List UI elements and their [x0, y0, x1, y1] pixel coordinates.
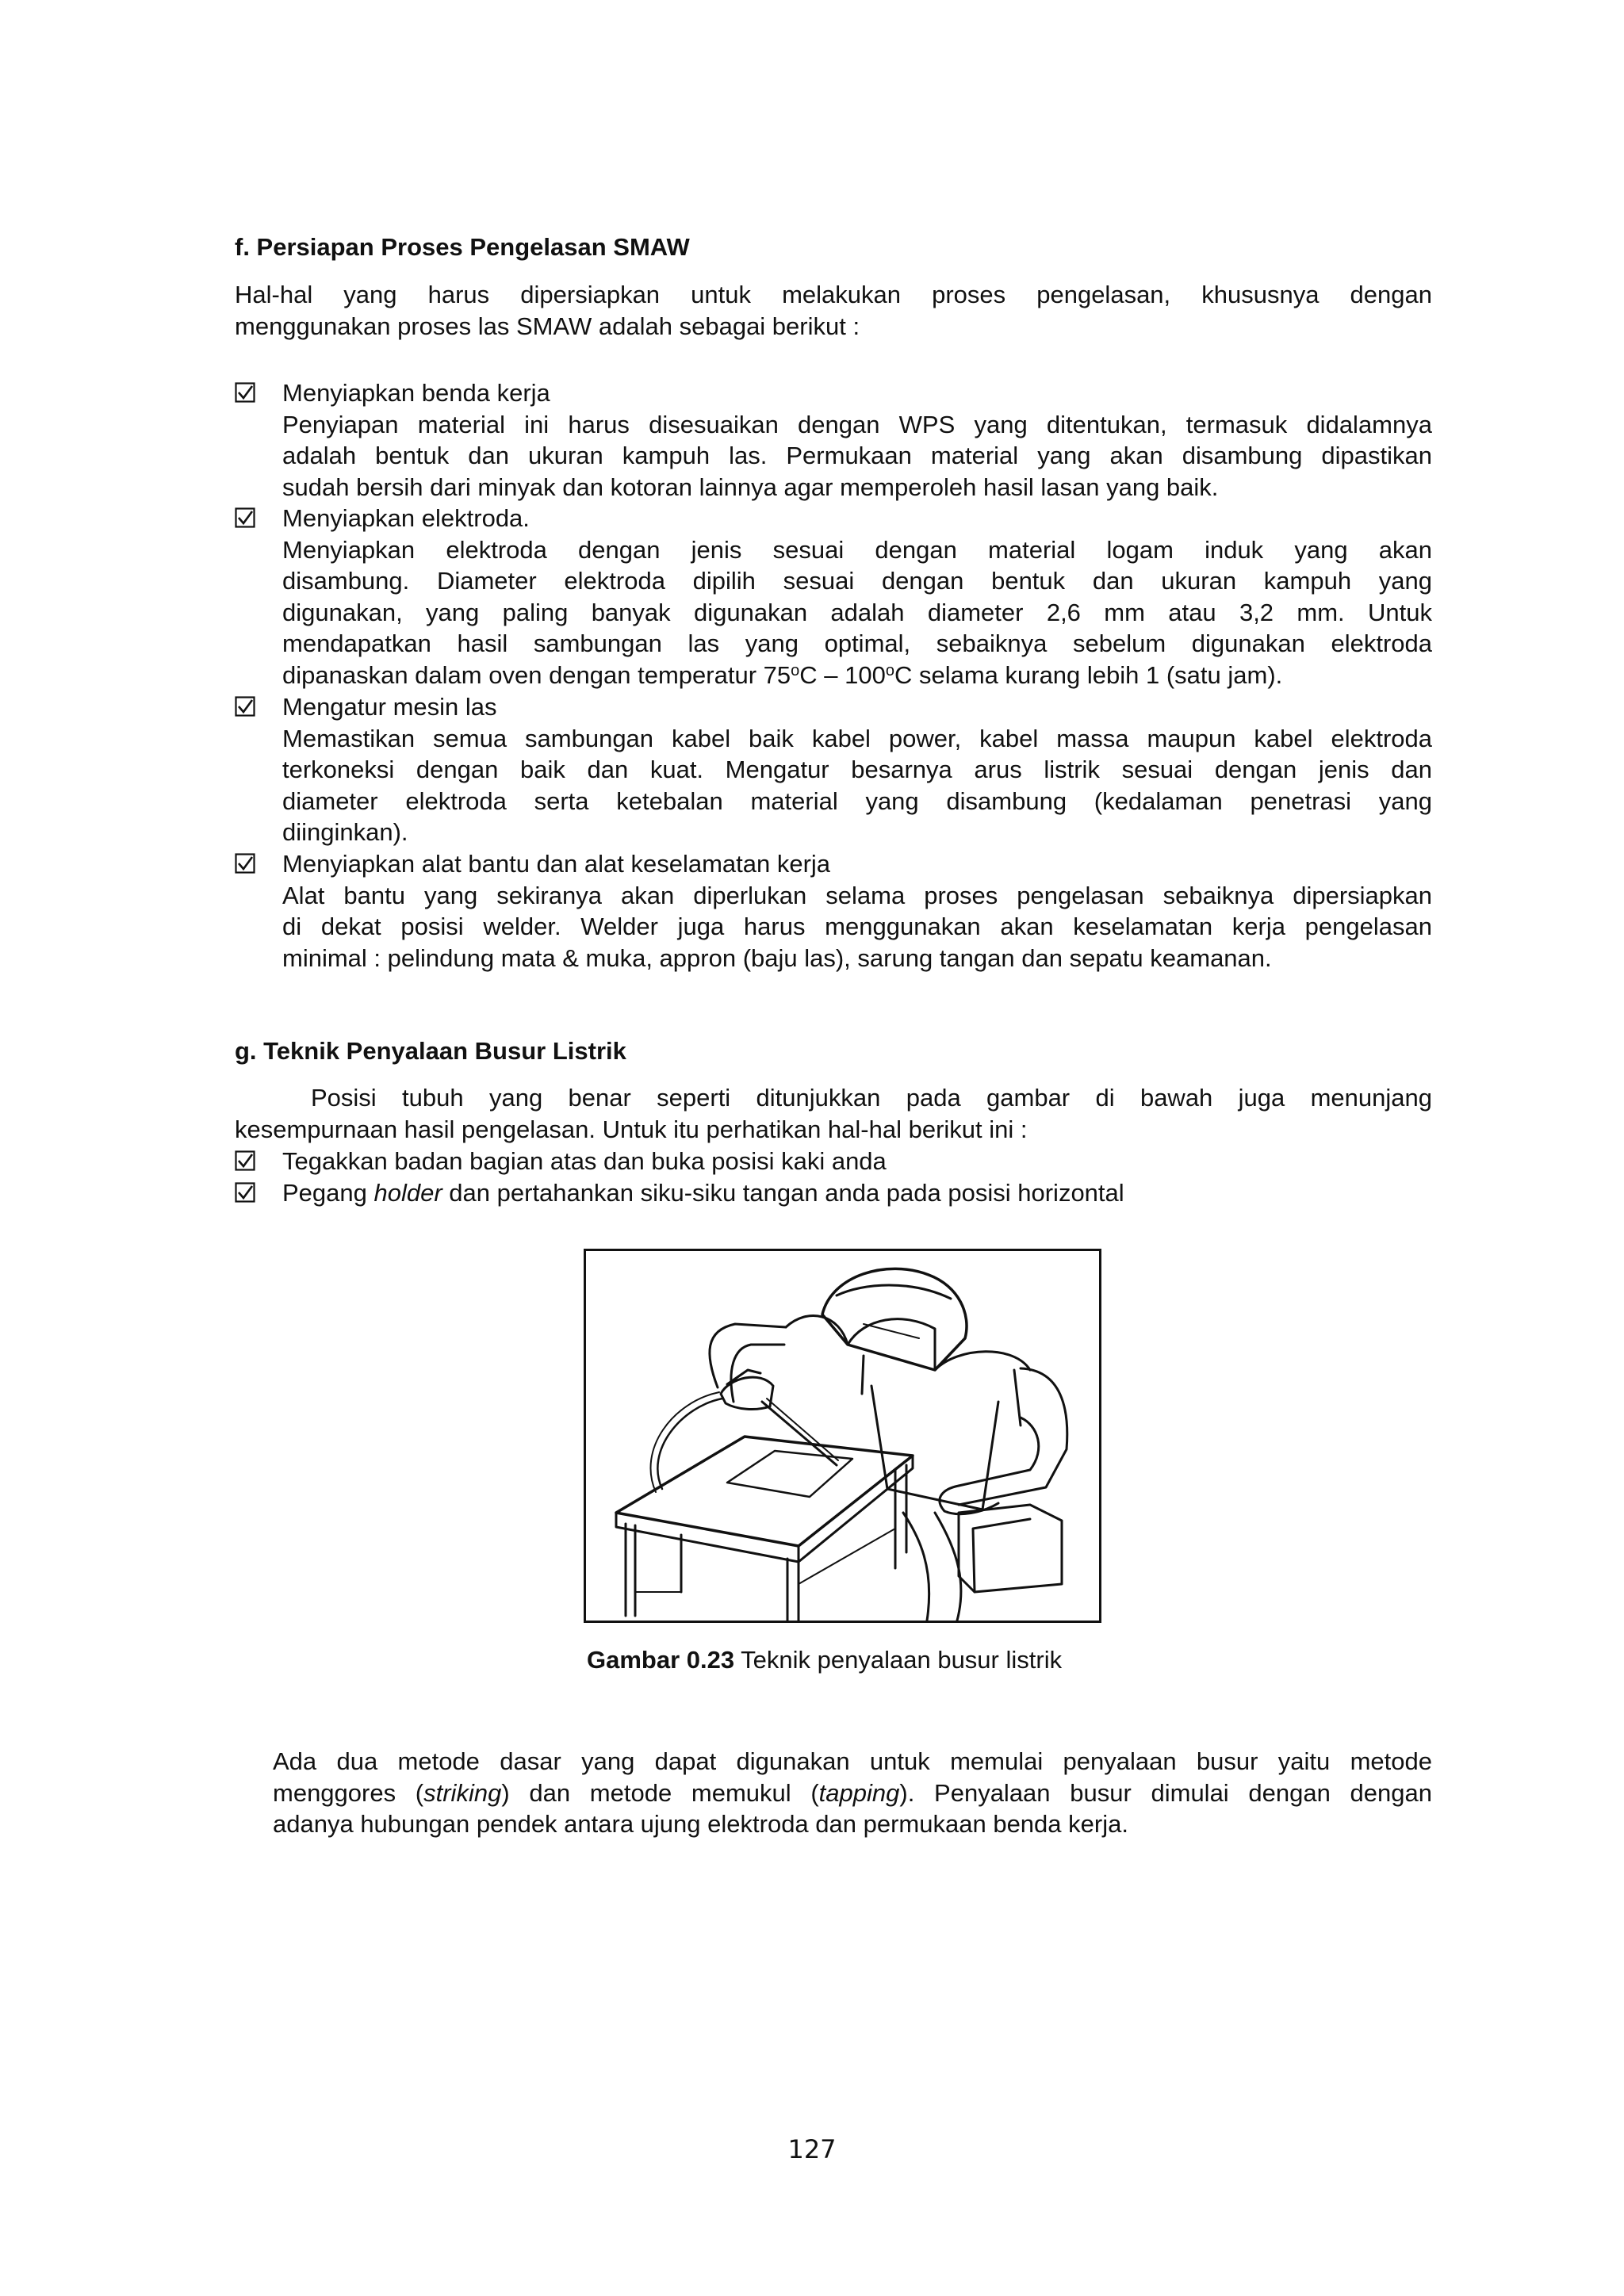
welder-illustration [584, 1249, 1101, 1623]
body-line: diinginkan). [282, 818, 408, 847]
checklist-item-heading: Mengatur mesin las [282, 693, 497, 721]
intro-line: Hal-hal yang harus dipersiapkan untuk melakukan proses pengelasan, khususnya dengan [235, 281, 1432, 308]
checklist-item-heading: Menyiapkan benda kerja [282, 379, 550, 407]
body-line: sudah bersih dari minyak dan kotoran lainnya agar memperoleh hasil lasan yang baik. [282, 473, 1219, 501]
checkbox-checked-icon [235, 696, 255, 717]
closing-line: adanya hubungan pendek antara ujung elektroda dan permukaan benda kerja. [273, 1810, 1128, 1839]
section-f-title: f. Persiapan Proses Pengelasan SMAW [235, 233, 690, 261]
body-line: diameter elektroda serta ketebalan material yang disambung (kedalaman penetrasi yang [282, 786, 1432, 815]
body-line: disambung. Diameter elektroda dipilih sesuai dengan bentuk dan ukuran kampuh yang [282, 567, 1432, 595]
body-line: Penyiapan material ini harus disesuaikan dengan WPS yang ditentukan, termasuk didalamnya [282, 410, 1432, 438]
checkbox-checked-icon [235, 1182, 255, 1203]
body-line: Menyiapkan elektroda dengan jenis sesuai dengan material logam induk yang akan [282, 535, 1432, 564]
section-f-intro [235, 279, 1432, 342]
body-line: terkoneksi dengan baik dan kuat. Mengatur besarnya arus listrik sesuai dengan jenis dan [282, 756, 1432, 784]
body-line: di dekat posisi welder. Welder juga harus menggunakan akan keselamatan kerja pengelasan [282, 913, 1432, 941]
welder-drawing [586, 1251, 1099, 1621]
body-line: digunakan, yang paling banyak digunakan adalah diameter 2,6 mm atau 3,2 mm. Untuk [282, 598, 1432, 626]
page-number: 127 [787, 2134, 837, 2164]
intro-line: menggunakan proses las SMAW adalah sebagai berikut : [235, 312, 860, 340]
checkbox-checked-icon [235, 853, 255, 874]
body-line: minimal : pelindung mata & muka, appron (baju las), sarung tangan dan sepatu keamanan. [282, 943, 1272, 972]
closing-line: menggores (striking) dan metode memukul (tapping). Penyalaan busur dimulai dengan dengan [273, 1778, 1432, 1807]
body-line-temperature: dipanaskan dalam oven dengan temperatur 75$^o$C – 100$^o$C selama kurang lebih 1 (satu jam). [282, 660, 1283, 689]
checklist-item-body [282, 534, 1432, 691]
checklist-item-body [282, 723, 1432, 848]
checklist-item-heading: Menyiapkan alat bantu dan alat keselamatan kerja [282, 850, 831, 878]
checklist-item-heading: Menyiapkan elektroda. [282, 504, 530, 532]
body-line: mendapatkan hasil sambungan las yang optimal, sebaiknya sebelum digunakan elektroda [282, 629, 1432, 658]
body-line: adalah bentuk dan ukuran kampuh las. Permukaan material yang akan disambung dipastikan [282, 442, 1432, 470]
body-line: Memastikan semua sambungan kabel baik kabel power, kabel massa maupun kabel elektroda [282, 724, 1432, 752]
closing-paragraph [273, 1746, 1432, 1840]
intro-line: kesempurnaan hasil pengelasan. Untuk itu perhatikan hal-hal berikut ini : [235, 1115, 1028, 1143]
checkbox-checked-icon [235, 1150, 255, 1171]
checkbox-checked-icon [235, 382, 255, 403]
figure-caption: Gambar 0.23 Teknik penyalaan busur listrik [587, 1646, 1063, 1674]
closing-line: Ada dua metode dasar yang dapat digunakan untuk memulai penyalaan busur yaitu metode [273, 1747, 1432, 1775]
section-g-title: g. Teknik Penyalaan Busur Listrik [235, 1037, 626, 1065]
section-g-intro [235, 1082, 1432, 1145]
checklist-item-body [282, 880, 1432, 974]
intro-line: Posisi tubuh yang benar seperti ditunjukkan pada gambar di bawah juga menunjang [311, 1084, 1432, 1112]
body-line: Alat bantu yang sekiranya akan diperlukan selama proses pengelasan sebaiknya dipersiapkan [282, 881, 1432, 909]
checkbox-checked-icon [235, 507, 255, 528]
checklist-item-body [282, 409, 1432, 503]
checklist-item-heading: Tegakkan badan bagian atas dan buka posisi kaki anda [282, 1147, 887, 1175]
checklist-item-heading: Pegang holder dan pertahankan siku-siku tangan anda pada posisi horizontal [282, 1179, 1124, 1207]
